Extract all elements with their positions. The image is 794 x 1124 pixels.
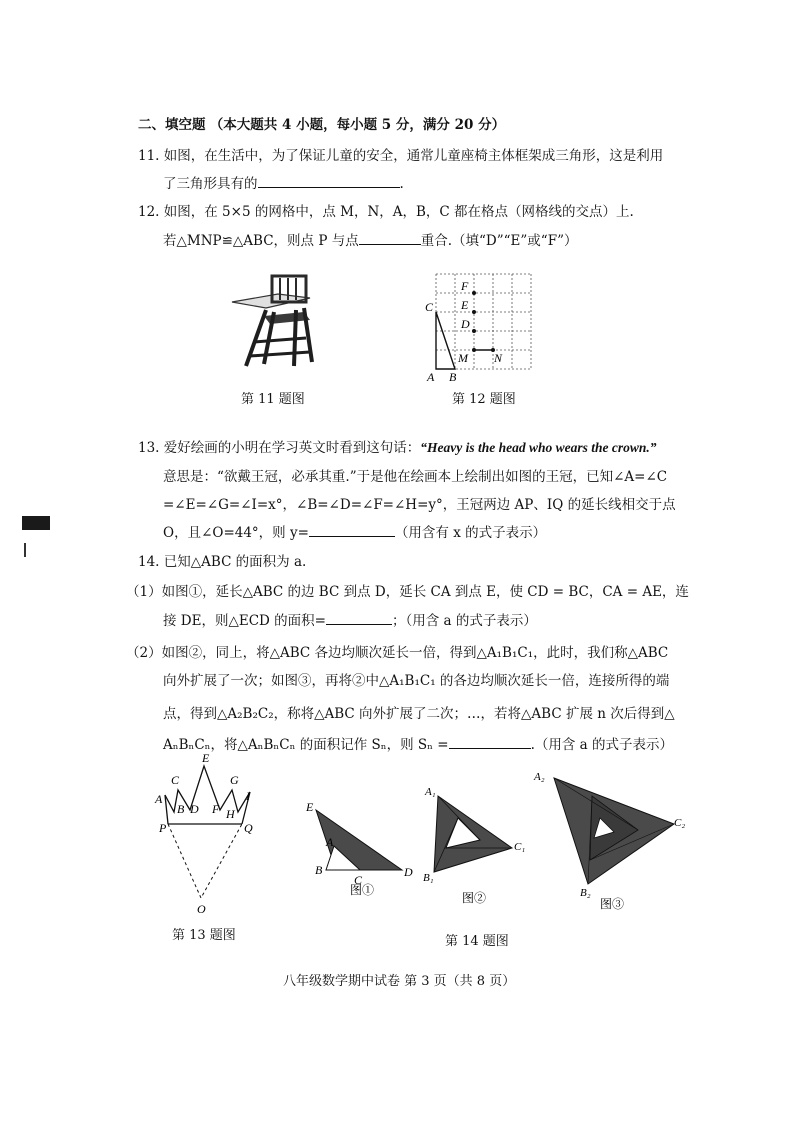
q13-answer-blank[interactable] (309, 522, 395, 537)
fig1-label-c: C (354, 873, 363, 887)
extension-lines (168, 824, 242, 898)
scan-mark (22, 516, 50, 530)
crown-label-f: F (212, 802, 220, 816)
q13-text: 13. 爱好绘画的小明在学习英文时看到这句话： (138, 440, 421, 456)
label-c: C (425, 300, 434, 314)
crown-label-h: H (226, 807, 235, 821)
q11-period: . (399, 176, 404, 192)
q11-line1: 11. 如图，在生活中，为了保证儿童的安全，通常儿童座椅主体框架成三角形，这是利用 (138, 148, 664, 164)
crown-label-e: E (202, 751, 210, 765)
fig3-label-b2: B₂ (580, 887, 591, 899)
section-heading (138, 113, 505, 133)
q13-line3: =∠E=∠G=∠I=x°，∠B=∠D=∠F=∠H=y°，王冠两边 AP、IQ 的延长线相交于点 (163, 497, 676, 513)
q11-answer-blank[interactable] (258, 173, 400, 188)
fig1-label-a: A (326, 835, 334, 849)
q12-text: 若△MNP≌△ABC，则点 P 与点 (163, 233, 359, 249)
caption-fig13: 第 13 题图 (172, 928, 236, 943)
fig3-label-c2: C₂ (674, 817, 686, 829)
label-m: M (458, 351, 468, 365)
fig14-1 (302, 796, 417, 896)
q14-line1: 14. 已知△ABC 的面积为 a. (138, 554, 307, 570)
triangle-abc (436, 312, 455, 369)
label-b: B (449, 370, 457, 382)
q14-line5: 向外扩展了一次；如图③，再将②中△A₁B₁C₁ 的各边均顺次延长一倍，连接所得的端 (163, 673, 670, 689)
q13-quote: “Heavy is the head who wears the crown.” (420, 440, 657, 455)
grid-figure (420, 270, 540, 382)
label-e: E (461, 298, 469, 312)
section-title: 二、填空题 (138, 117, 206, 133)
q12-line2 (163, 229, 577, 249)
q13-text-end: O，且∠O=44°，则 y= (163, 525, 309, 541)
chair-leg (304, 308, 312, 362)
q12-answer-blank[interactable] (359, 230, 421, 245)
crown-figure (148, 750, 268, 920)
q12-line1: 12. 如图，在 5×5 的网格中，点 M，N，A，B，C 都在格点（网格线的交点）上. (138, 204, 634, 220)
crown-label-c: C (171, 773, 180, 787)
label-d: D (461, 317, 470, 331)
fig14-3 (530, 768, 695, 913)
q14-part2-hint: .（用含 a 的式子表示） (530, 737, 674, 753)
q14-line6: 点，得到△A₂B₂C₂，称将△ABC 向外扩展了二次；…，若将△ABC 扩展 n 次后得到△ (163, 706, 675, 722)
q14-part1-hint: ；（用含 a 的式子表示） (391, 613, 537, 629)
crown-label-b: B (177, 802, 185, 816)
fig1-label-d: D (404, 865, 413, 879)
chair-leg (246, 310, 266, 366)
q11-text: 了三角形具有的 (163, 176, 258, 192)
caption-fig14: 第 14 题图 (445, 934, 509, 949)
q13-line1 (138, 436, 657, 456)
crown-label-q: Q (244, 821, 253, 835)
label-a: A (427, 370, 435, 382)
page-footer: 八年级数学期中试卷 第 3 页（共 8 页） (283, 974, 516, 989)
q13-hint: （用含有 x 的式子表示） (394, 525, 547, 541)
crown-label-p: P (159, 821, 167, 835)
fig2-label-a1: A₁ (425, 786, 436, 798)
fig2-label-b1: B₁ (423, 872, 434, 884)
section-note: （本大题共 4 小题，每小题 5 分，满分 20 分） (209, 117, 506, 133)
fig1-label-e: E (306, 800, 314, 814)
fig1-caption: 图① (350, 883, 375, 896)
crown-label-a: A (155, 792, 163, 806)
caption-fig12: 第 12 题图 (452, 392, 516, 407)
q13-line4 (163, 521, 546, 541)
label-f: F (461, 279, 469, 293)
crown-label-i: I (246, 789, 250, 803)
crown-label-d: D (190, 802, 199, 816)
q11-line2 (163, 172, 404, 192)
fig2-caption: 图② (462, 891, 487, 905)
q14-part2-text: AₙBₙCₙ，将△AₙBₙCₙ 的面积记作 Sₙ，则 Sₙ = (163, 737, 449, 753)
q14-line4: （2）如图②，同上，将△ABC 各边均顺次延长一倍，得到△A₁B₁C₁，此时，我们称△ABC (126, 645, 669, 661)
q14-part2-blank[interactable] (449, 734, 531, 749)
fig3-label-a2: A₂ (534, 771, 545, 783)
q14-line3 (163, 609, 537, 629)
scan-tick (24, 543, 26, 557)
high-chair-figure (226, 268, 326, 373)
q14-part1-text: 接 DE，则△ECD 的面积= (163, 613, 326, 629)
q14-line2: （1）如图①，延长△ABC 的边 BC 到点 D，延长 CA 到点 E，使 CD = BC，CA = AE，连 (126, 584, 689, 600)
crown-label-g: G (230, 773, 239, 787)
label-n: N (494, 351, 503, 365)
q13-line2: 意思是：“欲戴王冠，必承其重.”于是他在绘画本上绘制出如图的王冠，已知∠A=∠C (163, 469, 668, 485)
q14-part1-blank[interactable] (326, 610, 392, 625)
fig2-label-c1: C₁ (514, 841, 526, 853)
fig14-2 (420, 782, 530, 907)
q12-hint: 重合.（填“D”“E”或“F”） (420, 233, 578, 249)
fig3-caption: 图③ (600, 897, 625, 911)
caption-fig11: 第 11 题图 (241, 392, 305, 407)
crown-label-o: O (197, 902, 206, 916)
fig1-label-b: B (315, 863, 323, 877)
